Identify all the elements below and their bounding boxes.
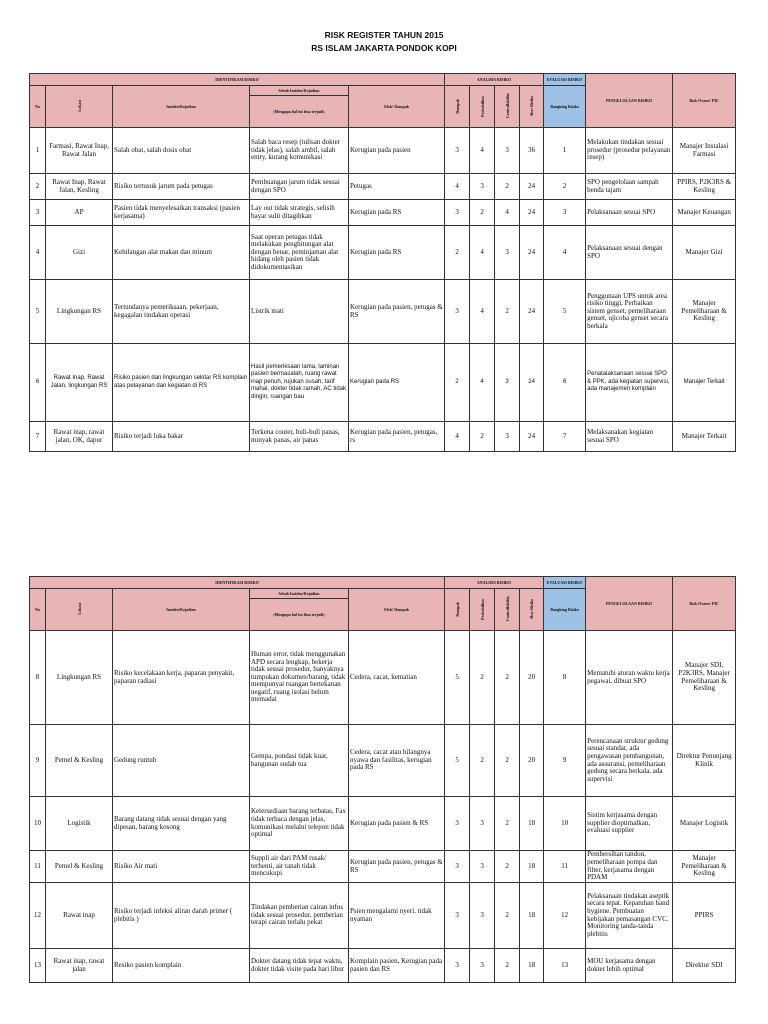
- header-efek: Efek/ Dampak: [349, 86, 445, 128]
- row-no: 11: [30, 851, 46, 883]
- row-efek: Kerugian pada pasien, petugas, rs: [349, 422, 445, 452]
- row-efek: Cedera, cacat, kematian: [349, 631, 445, 725]
- row-skor: 24: [520, 200, 544, 226]
- row-lokasi: Rawat inap, rawat jalan: [46, 949, 113, 983]
- row-pengelolaan: Pelaksanaan sesuai SPO: [586, 200, 673, 226]
- row-sebab: Gempa, pondasi tidak kuat, bangunan sudah tua: [250, 725, 349, 797]
- header-lokasi-label: Lokasi: [76, 603, 82, 615]
- row-pengelolaan: Melakukan tindakan sesuai prosedur (prosedur pelayanan resep): [586, 128, 673, 174]
- row-efek: Kerugian pada RS: [349, 226, 445, 280]
- row-no: 13: [30, 949, 46, 983]
- row-dampak: 3: [445, 883, 470, 949]
- row-efek: Petugas: [349, 174, 445, 200]
- row-pengelolaan: Sistim kerjasama dengan supplier dioptimalkan, evaluasi supplier: [586, 797, 673, 851]
- header-no: No: [30, 589, 46, 631]
- row-controllability: 3: [495, 344, 520, 422]
- header-evaluasi: EVALUASI RISIKO: [544, 577, 586, 589]
- row-owner: Manajer Gizi: [673, 226, 736, 280]
- row-no: 6: [30, 344, 46, 422]
- row-ranking: 12: [544, 883, 586, 949]
- header-pengelolaan: PENGELOLAAN RISIKO: [586, 577, 673, 631]
- row-sebab: Hasil pemeriksaan lama, laminan pasien bermasalah, ruang rawat inap penuh, rujukan susah, tarif mahal, dokter tidak ramah, AC tidak dingin, ruangan bau: [250, 344, 349, 422]
- row-pengelolaan: Pelaksanaan sesuai dengan SPO: [586, 226, 673, 280]
- row-efek: Psien mengalami nyeri, tidak nyaman: [349, 883, 445, 949]
- row-owner: Manajer Pemeliharaan & Kesling: [673, 851, 736, 883]
- header-lokasi: [46, 86, 113, 128]
- row-pengelolaan: Melaksanakan kegiatan sesuai SPO: [586, 422, 673, 452]
- row-probabilitas: 2: [470, 422, 495, 452]
- row-ranking: 13: [544, 949, 586, 983]
- header-insiden: Insiden/Kejadian: [113, 589, 250, 631]
- row-pengelolaan: Pembersihan tandon, pemeliharaan pompa dan filter, kerjasama dengan PDAM: [586, 851, 673, 883]
- header-sebab: Sebab Insiden/Kejadian: [250, 86, 349, 96]
- row-insiden: Pasien tidak menyelesaikan transaksi (pasien kerjasama): [113, 200, 250, 226]
- row-sebab: Ketersediaan barang terbatas, Fax tidak terbaca dengan jelas, komunikasi melalui telepon tidak optimal: [250, 797, 349, 851]
- row-no: 10: [30, 797, 46, 851]
- row-probabilitas: 3: [470, 174, 495, 200]
- row-owner: Manajer Terkait: [673, 344, 736, 422]
- row-controllability: 2: [495, 280, 520, 344]
- header-controllability-label: Controllability: [504, 93, 510, 119]
- row-no: 9: [30, 725, 46, 797]
- row-ranking: 6: [544, 344, 586, 422]
- row-controllability: 4: [495, 200, 520, 226]
- table-row: [30, 883, 736, 949]
- row-skor: 24: [520, 174, 544, 200]
- table-row: [30, 422, 736, 452]
- row-efek: Cedera, cacat atau hilangnya nyawa dan fasilitas, kerugian pada RS: [349, 725, 445, 797]
- row-insiden: Risiko terjadi infeksi aliran darah primer ( plebitis ): [113, 883, 250, 949]
- header-no: No: [30, 86, 46, 128]
- row-dampak: 4: [445, 422, 470, 452]
- row-controllability: 2: [495, 883, 520, 949]
- row-insiden: Risiko Air mati: [113, 851, 250, 883]
- row-efek: Kerugian pada RS: [349, 344, 445, 422]
- row-sebab: Human error, tidak menggunakan APD secara lengkap, bekerja tidak sesuai prosedur, banyaknya tumpukan dokumen/barang, tidak mempunyai ruangan bertekanan negatif, ruang isolasi belum memadai: [250, 631, 349, 725]
- row-controllability: 2: [495, 851, 520, 883]
- row-dampak: 3: [445, 851, 470, 883]
- row-insiden: Risiko terjadi luka bakar: [113, 422, 250, 452]
- row-ranking: 2: [544, 174, 586, 200]
- row-ranking: 11: [544, 851, 586, 883]
- row-controllability: 2: [495, 949, 520, 983]
- header-dampak-label: Dampak: [454, 98, 460, 114]
- row-owner: Manajer Terkait: [673, 422, 736, 452]
- header-evaluasi: EVALUASI RISIKO: [544, 74, 586, 86]
- row-controllability: 2: [495, 174, 520, 200]
- row-probabilitas: 2: [470, 725, 495, 797]
- row-insiden: Risiko pasien dan lingkungan sekitar RS komplain atas pelayanan dan kegiatan di RS: [113, 344, 250, 422]
- row-no: 3: [30, 200, 46, 226]
- row-ranking: 4: [544, 226, 586, 280]
- row-ranking: 8: [544, 631, 586, 725]
- row-no: 7: [30, 422, 46, 452]
- row-lokasi: Lingkungan RS: [46, 631, 113, 725]
- row-sebab: Saat operan petugas tidak melakukan penghitungan alat dengan benar, peminjaman alat hidang oleh pasien tidak didokumentasikan: [250, 226, 349, 280]
- row-skor: 18: [520, 797, 544, 851]
- header-lokasi-label: Lokasi: [76, 100, 82, 112]
- row-owner: Direktur SDI: [673, 949, 736, 983]
- row-lokasi: Rawat Inap, Rawat Jalan, Kesling: [46, 174, 113, 200]
- header-lokasi: [46, 589, 113, 631]
- header-ranking: Rangking Risiko: [544, 86, 586, 128]
- header-analisis: ANALISIS RISIKO: [445, 74, 544, 86]
- header-dampak: [445, 86, 470, 128]
- row-controllability: 3: [495, 226, 520, 280]
- hospital-name: RS ISLAM JAKARTA PONDOK KOPI: [311, 43, 457, 53]
- row-lokasi: AP: [46, 200, 113, 226]
- row-controllability: 3: [495, 422, 520, 452]
- row-lokasi: Lingkungan RS: [46, 280, 113, 344]
- row-probabilitas: 4: [470, 128, 495, 174]
- row-insiden: Resiko pasien komplain: [113, 949, 250, 983]
- row-ranking: 3: [544, 200, 586, 226]
- table-row: [30, 174, 736, 200]
- row-efek: Kerugian pada RS: [349, 200, 445, 226]
- row-insiden: Barang datang tidak sesuai dengan yang dipesan, barang kosong: [113, 797, 250, 851]
- row-sebab: Tindakan pemberian cairan infus tidak sesuai prosedur, pemberian terapi cairan terlalu pekat: [250, 883, 349, 949]
- row-controllability: 3: [495, 128, 520, 174]
- table-row: [30, 128, 736, 174]
- header-efek: Efek/ Dampak: [349, 589, 445, 631]
- row-skor: 20: [520, 725, 544, 797]
- row-skor: 18: [520, 851, 544, 883]
- row-efek: Kerugian pada pasien, petugas & RS: [349, 851, 445, 883]
- table-row: [30, 725, 736, 797]
- row-pengelolaan: Perencanaan struktur gedung sesuai standar, ada pengawasan pembangunan, ada assuransi, pemeliharaan gedung secara berkala, ada supervisi: [586, 725, 673, 797]
- row-efek: Kerugian pada pasien, petugas & RS: [349, 280, 445, 344]
- row-sebab: Dokter datang tidak tepat waktu, dokter tidak visite pada hari libur: [250, 949, 349, 983]
- row-skor: 24: [520, 344, 544, 422]
- row-insiden: Kehilangan alat makan dan minum: [113, 226, 250, 280]
- header-identifikasi: IDENTIFIKASI RISIKO: [30, 74, 445, 86]
- row-dampak: 3: [445, 200, 470, 226]
- header-identifikasi: IDENTIFIKASI RISIKO: [30, 577, 445, 589]
- risk-register-table-2: [29, 576, 736, 983]
- row-ranking: 10: [544, 797, 586, 851]
- header-dampak-label: Dampak: [454, 601, 460, 617]
- row-probabilitas: 3: [470, 883, 495, 949]
- row-dampak: 5: [445, 631, 470, 725]
- row-efek: Kerugian pada pasien & RS: [349, 797, 445, 851]
- row-sebab: Lay out tidak strategis, selisih bayar sulit ditagihkan: [250, 200, 349, 226]
- row-owner: Manajer Pemeliharaan & Kesling: [673, 280, 736, 344]
- table-row: [30, 631, 736, 725]
- row-sebab: Listrik mati: [250, 280, 349, 344]
- row-pengelolaan: Penggunaan UPS untuk area risiko tinggi, Perbaikan sistem genset, pemeliharaan genset, ujicoba genset secara berkala: [586, 280, 673, 344]
- row-ranking: 7: [544, 422, 586, 452]
- header-owner: Risk Owner/ PIC: [673, 74, 736, 128]
- header-probabilitas: [470, 589, 495, 631]
- table-row: [30, 280, 736, 344]
- row-pengelolaan: SPO pengelolaan sampah benda tajam: [586, 174, 673, 200]
- row-skor: 36: [520, 128, 544, 174]
- row-insiden: Risiko kecelakaan kerja, paparan penyakit, paparan radiasi: [113, 631, 250, 725]
- header-skor: [520, 86, 544, 128]
- row-owner: Manajer Keuangan: [673, 200, 736, 226]
- row-sebab: Pembuangan jarum tidak sesuai dengan SPO: [250, 174, 349, 200]
- header-mengapa: (Mengapa hal itu bisa terjadi): [250, 96, 349, 128]
- row-dampak: 2: [445, 226, 470, 280]
- header-probabilitas-label: Probabilitas: [479, 598, 485, 620]
- row-dampak: 2: [445, 344, 470, 422]
- row-owner: Manajer Logistik: [673, 797, 736, 851]
- row-dampak: 3: [445, 949, 470, 983]
- row-pengelolaan: Pelaksanaan tindakan aseptik secara tepat. Kepatuhan hand hygiene. Pembuatan kebijakan pemasangan CVC. Monitoring tanda-tanda plebitis: [586, 883, 673, 949]
- row-insiden: Salah obat, salah dosis obat: [113, 128, 250, 174]
- row-lokasi: Farmasi, Rawat Inap, Rawat Jalan: [46, 128, 113, 174]
- header-skor-label: Skor Risiko: [529, 598, 535, 620]
- row-sebab: Salah baca resep (tulisan dokter tidak jelas), salah ambil, salah entry, kurang komunikasi: [250, 128, 349, 174]
- header-controllability-label: Controllability: [504, 596, 510, 622]
- row-skor: 18: [520, 949, 544, 983]
- row-efek: Kerugian pada pasien: [349, 128, 445, 174]
- row-skor: 20: [520, 631, 544, 725]
- header-controllability: [495, 589, 520, 631]
- row-lokasi: Logistik: [46, 797, 113, 851]
- row-insiden: Risiko tertusuk jarum pada petugas: [113, 174, 250, 200]
- row-dampak: 3: [445, 128, 470, 174]
- row-sebab: Terkena couter, buli-buli panas, minyak panas, air panas: [250, 422, 349, 452]
- row-ranking: 1: [544, 128, 586, 174]
- row-probabilitas: 4: [470, 280, 495, 344]
- row-probabilitas: 3: [470, 797, 495, 851]
- table-row: [30, 200, 736, 226]
- table-row: [30, 949, 736, 983]
- row-dampak: 3: [445, 280, 470, 344]
- row-dampak: 5: [445, 725, 470, 797]
- row-pengelolaan: MOU kerjasama dengan dokter lebih optimal: [586, 949, 673, 983]
- header-mengapa: (Mengapa hal itu bisa terjadi): [250, 599, 349, 631]
- row-no: 1: [30, 128, 46, 174]
- row-probabilitas: 2: [470, 200, 495, 226]
- header-insiden: Insiden/Kejadian: [113, 86, 250, 128]
- document-title: RISK REGISTER TAHUN 2015: [324, 30, 444, 40]
- row-no: 4: [30, 226, 46, 280]
- table-row: [30, 226, 736, 280]
- header-probabilitas: [470, 86, 495, 128]
- row-ranking: 9: [544, 725, 586, 797]
- row-no: 8: [30, 631, 46, 725]
- row-skor: 18: [520, 883, 544, 949]
- row-probabilitas: 4: [470, 344, 495, 422]
- row-pengelolaan: Mematuhi aturan waktu kerja pegawai, dibuat SPO: [586, 631, 673, 725]
- header-sebab: Sebab Insiden/Kejadian: [250, 589, 349, 599]
- header-ranking: Rangking Risiko: [544, 589, 586, 631]
- row-controllability: 2: [495, 725, 520, 797]
- row-efek: Komplain pasien, Kerugian pada pasien dan RS: [349, 949, 445, 983]
- row-dampak: 3: [445, 797, 470, 851]
- header-owner: Risk Owner/ PIC: [673, 577, 736, 631]
- row-no: 2: [30, 174, 46, 200]
- header-controllability: [495, 86, 520, 128]
- row-ranking: 5: [544, 280, 586, 344]
- row-insiden: Gedung runtuh: [113, 725, 250, 797]
- table-row: [30, 851, 736, 883]
- table-row: [30, 344, 736, 422]
- row-owner: PPIRS: [673, 883, 736, 949]
- row-lokasi: Pemel & Kesling: [46, 725, 113, 797]
- row-probabilitas: 3: [470, 851, 495, 883]
- row-owner: Manajer Instalasi Farmasi: [673, 128, 736, 174]
- row-owner: Manajer SDI, P2K3RS, Manajer Pemeliharaan & Kesling: [673, 631, 736, 725]
- row-sebab: Suppli air dari PAM rusak/ terhenti, air tanah tidak mencukupi: [250, 851, 349, 883]
- row-controllability: 2: [495, 797, 520, 851]
- row-skor: 24: [520, 422, 544, 452]
- row-probabilitas: 2: [470, 631, 495, 725]
- row-controllability: 2: [495, 631, 520, 725]
- row-lokasi: Pemel & Kesling: [46, 851, 113, 883]
- row-no: 5: [30, 280, 46, 344]
- row-skor: 24: [520, 226, 544, 280]
- header-analisis: ANALISIS RISIKO: [445, 577, 544, 589]
- row-lokasi: Rawat Inap, Rawat Jalan, lingkungan RS: [46, 344, 113, 422]
- row-owner: Direktur Penunjang Klinik: [673, 725, 736, 797]
- row-owner: PPIRS, P2K3RS & Kesling: [673, 174, 736, 200]
- row-pengelolaan: Penatalaksanaan sesuai SPO & PPK, ada kegiatan supervisi, ada manajemen komplain: [586, 344, 673, 422]
- header-dampak: [445, 589, 470, 631]
- row-lokasi: Rawat inap: [46, 883, 113, 949]
- risk-register-table-1: [29, 73, 736, 452]
- row-no: 12: [30, 883, 46, 949]
- header-skor-label: Skor Risiko: [529, 95, 535, 117]
- row-lokasi: Gizi: [46, 226, 113, 280]
- header-pengelolaan: PENGELOLAAN RISIKO: [586, 74, 673, 128]
- row-insiden: Tertundanya pemeriksaan, pekerjaan, kegagalan tindakan operasi: [113, 280, 250, 344]
- table-row: [30, 797, 736, 851]
- row-skor: 24: [520, 280, 544, 344]
- row-lokasi: Rawat inap, rawat jalan, OK, dapur: [46, 422, 113, 452]
- row-dampak: 4: [445, 174, 470, 200]
- row-probabilitas: 3: [470, 949, 495, 983]
- header-probabilitas-label: Probabilitas: [479, 95, 485, 117]
- header-skor: [520, 589, 544, 631]
- row-probabilitas: 4: [470, 226, 495, 280]
